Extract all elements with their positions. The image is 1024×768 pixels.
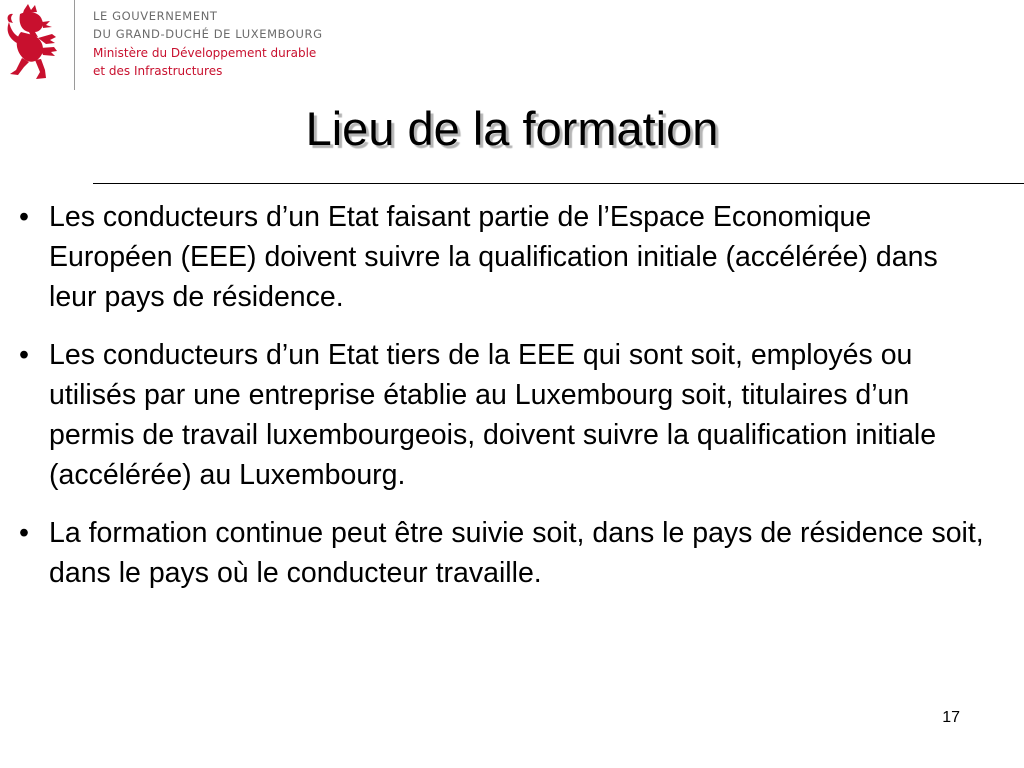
government-name-line-1: LE GOUVERNEMENT bbox=[93, 9, 218, 23]
slide-title: Lieu de la formation bbox=[305, 102, 719, 155]
bullet-item bbox=[0, 197, 979, 317]
bullet-marker: • bbox=[19, 339, 29, 371]
bullet-text: La formation continue peut être suivie soit, dans le pays de résidence soit, dans le pays où le conducteur travaille. bbox=[49, 517, 984, 589]
bullet-marker: • bbox=[19, 517, 29, 549]
government-name-line-2: DU GRAND-DUCHÉ DE LUXEMBOURG bbox=[93, 27, 323, 41]
bullet-marker: • bbox=[19, 201, 29, 233]
logo-divider bbox=[74, 0, 75, 90]
bullet-text: Les conducteurs d’un Etat faisant partie de l’Espace Economique Européen (EEE) doivent suivre la qualification initiale (accélérée) dans leur pays de résidence. bbox=[49, 201, 938, 313]
page-number: 17 bbox=[942, 709, 960, 726]
title-divider bbox=[93, 183, 1024, 184]
bullet-list bbox=[0, 197, 1024, 611]
bullet-item bbox=[0, 335, 979, 495]
ministry-name-line-2: et des Infrastructures bbox=[93, 64, 223, 78]
red-lion-icon bbox=[2, 4, 58, 84]
government-logo bbox=[0, 0, 380, 92]
ministry-name-line-1: Ministère du Développement durable bbox=[93, 46, 317, 60]
bullet-text: Les conducteurs d’un Etat tiers de la EEE qui sont soit, employés ou utilisés par une entreprise établie au Luxembourg soit, titulaires d’un permis de travail luxembourgeois, doivent suivre la qualification initiale (accélérée) au Luxembourg. bbox=[49, 339, 937, 491]
bullet-item bbox=[0, 513, 1009, 593]
